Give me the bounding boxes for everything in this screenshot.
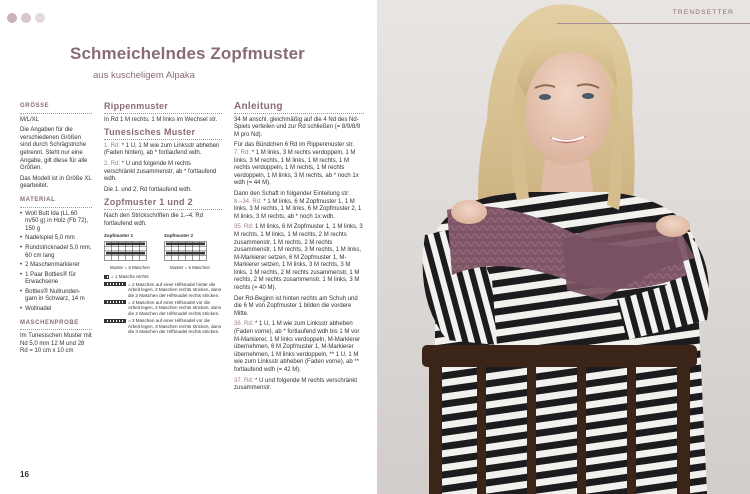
left-eye (539, 94, 551, 100)
right-eye (582, 93, 594, 99)
gauge-rule (20, 329, 92, 330)
dot-2 (21, 13, 31, 23)
material-rule (20, 207, 92, 208)
dot-1 (7, 13, 17, 23)
instruction-row-8: 8.–34. Rd: * 1 M links, 6 M Zopfmuster 1, 1 M links, 3 M rechts, 1 M links, 6 M Zopfmuster 2, 1 M links, 3 M rechts, ab * noch 1x wdh. (234, 198, 362, 220)
material-item: • Botties® Nullrunden-garn in Schwarz, 14 m (20, 288, 85, 303)
legend-item: = 3 Maschen auf einer Hilfsnadel vor die Arbeit legen, 3 Maschen rechts stricken, dann die 3 Maschen der Hilfsnadel rechts stricken. (104, 318, 222, 334)
instruction-p2: Für das Bündchen 6 Rd im Rippenmuster str. (234, 142, 355, 149)
section-rule (557, 23, 750, 24)
instruction-p4: Der Rd-Beginn ist hinten rechts am Schuh und die 6 M von Zopfmuster 1 bilden die vordere Mitte. (234, 295, 358, 317)
chart-1-title: Zopfmuster 1 (104, 233, 134, 239)
gauge-heading: MASCHENPROBE (20, 319, 79, 326)
instruction-row-7: 7. Rd: * 1 M links, 3 M rechts verdoppeln, 1 M links, 3 M rechts, 1 M links, 1 M rechts, 1 M rechts verdoppeln, 1 M rechts, 1 M rechts verdoppeln, 1 M links, 3 M rechts, ab * noch 1x wdh (= 44 M). (234, 149, 359, 187)
chart-1-caption: Muster = 6 Maschen (110, 265, 150, 271)
instruction-row-37: 37. Rd: * U und folgende M rechts verschränkt zusammenstr. (234, 377, 358, 392)
instructions-column (234, 103, 364, 396)
material-item: • Nadelspiel 5,0 mm (20, 235, 75, 242)
anleitung-heading: Anleitung (234, 101, 283, 112)
sidebar-column (20, 103, 92, 359)
instruction-row-36: 36. Rd: * 1 U, 1 M wie zum Linksstr abheben (Faden vorne), ab * fortlaufend wdh bis 1 M vor M-Markierer, 1 M links verdoppeln, M-Markierer übernehmen, 6 M Zopfmuster 1, M-Markierer übernehmen, 1 M links verdoppeln, ** 1 U, 1 M wie zum Linksstr abheben (Faden vorne), ab ** fortlaufend wdh (= 42 M). (234, 321, 361, 373)
legend-item: = 1 Masche rechts (104, 274, 222, 279)
size-value: M/L/XL (20, 116, 40, 123)
material-list (20, 211, 92, 314)
knitting-charts (104, 232, 222, 270)
chart-2-grid (164, 241, 216, 261)
legend-item: = 2 Maschen auf einer Hilfsnadel vor die Arbeit legen, 2 Maschen rechts stricken, dann die 2 Maschen der Hilfsnadel rechts stricken. (104, 300, 222, 316)
zopf-rule (104, 209, 222, 210)
pattern-column (104, 103, 222, 336)
right-hand (656, 215, 690, 237)
tunesisch-repeat: Die 1. und 2. Rd fortlaufend wdh. (104, 186, 192, 193)
material-item: • Rundstricknadel 5,0 mm, 60 cm lang (20, 244, 92, 259)
chart-legend (104, 274, 222, 334)
dot-3 (35, 13, 45, 23)
instruction-row-35: 35. Rd: 1 M links, 6 M Zopfmuster 1, 1 M links, 3 M rechts, 1 M links, 1 M rechts, 2 M rechts zusammenstr, 1 M rechts, 2 M rechts zusammenstr, 1 M rechts, 3 M rechts, 1 M links, M-Markierer setzen, 6 M Zopfmuster 1, M-Markierer setzen, 1 M links, 3 M rechts, 3 M links, 1 M rechts, 2 M rechts zusammenstr, 1 M rechts, 2 M rechts zusammenstr, 1 M links, 3 M rechts (= 40 M). (234, 224, 363, 292)
tunesisch-row-2: 2. Rd: * U und folgende M rechts verschränkt zusammenstr, ab * fortlaufend wdh. (104, 160, 217, 183)
photo-page (377, 0, 750, 494)
rippen-heading: Rippenmuster (104, 101, 169, 111)
size-model: Das Modell ist in Größe XL gearbeitet. (20, 175, 92, 190)
chart-zopfmuster-1 (104, 232, 156, 270)
page-subtitle: aus kuscheligem Alpaka (93, 70, 195, 81)
material-heading: MATERIAL (20, 196, 56, 203)
chart-2-title: Zopfmuster 2 (164, 233, 194, 239)
section-tag: TRENDSETTER (672, 9, 734, 16)
zopf-heading: Zopfmuster 1 und 2 (104, 197, 193, 208)
tunesisch-heading: Tunesisches Muster (104, 127, 196, 138)
anleitung-rule (234, 113, 364, 114)
instruction-p3: Dann den Schaft in folgender Einteilung str: (234, 190, 350, 197)
chart-2-caption: Muster = 6 Maschen (170, 265, 210, 271)
legend-item: = 2 Maschen auf einer Hilfsnadel hinter die Arbeit legen, 2 Maschen rechts stricken, dann die 2 Maschen der Hilfsnadel rechts stricken. (104, 282, 222, 298)
page-title: Schmeichelndes Zopfmuster (70, 44, 305, 63)
chart-zopfmuster-2 (164, 232, 216, 270)
left-hand (451, 200, 487, 224)
decorative-dots (7, 13, 45, 23)
tunesisch-rule (104, 139, 222, 140)
gauge-text: Im Tunesischen Muster mit Nd 5,0 mm 12 M und 28 Rd = 10 cm x 10 cm (20, 333, 92, 355)
page-number: 16 (20, 470, 29, 479)
material-item: • Wollnadel (20, 306, 52, 313)
size-note: Die Angaben für die verschiedenen Größen sind durch Schrägstriche getrennt. Steht nur eine Angabe, gilt diese für alle Größen. (20, 127, 88, 172)
chart-1-grid (104, 241, 156, 261)
model-photo (377, 0, 750, 494)
size-heading: GRÖSSE (20, 103, 50, 109)
rippen-text: In Rd 1 M rechts, 1 M links im Wechsel str. (104, 116, 218, 123)
zopf-text: Nach den Strickschriften die 1.–4. Rd fortlaufend wdh. (104, 212, 204, 227)
instruction-p1: 34 M anschl, gleichmäßig auf die 4 Nd des Nd-Spiels verteilen und zur Rd schließen (= 8/9/8/9 M pro Nd). (234, 116, 361, 138)
material-item: • 2 Maschenmarkierer (20, 262, 80, 269)
material-item: • 1 Paar Botties® für Erwachsene (20, 271, 76, 286)
tunesisch-row-1: 1. Rd: * 1 U, 1 M wie zum Linksstr abheben (Faden hinten), ab * fortlaufend wdh. (104, 142, 220, 157)
rippen-rule (104, 113, 222, 114)
size-rule (20, 113, 92, 114)
material-item: • Woll Butt Ida (LL 60 m/50 g) in Holz (Fb 72), 150 g (20, 210, 89, 232)
